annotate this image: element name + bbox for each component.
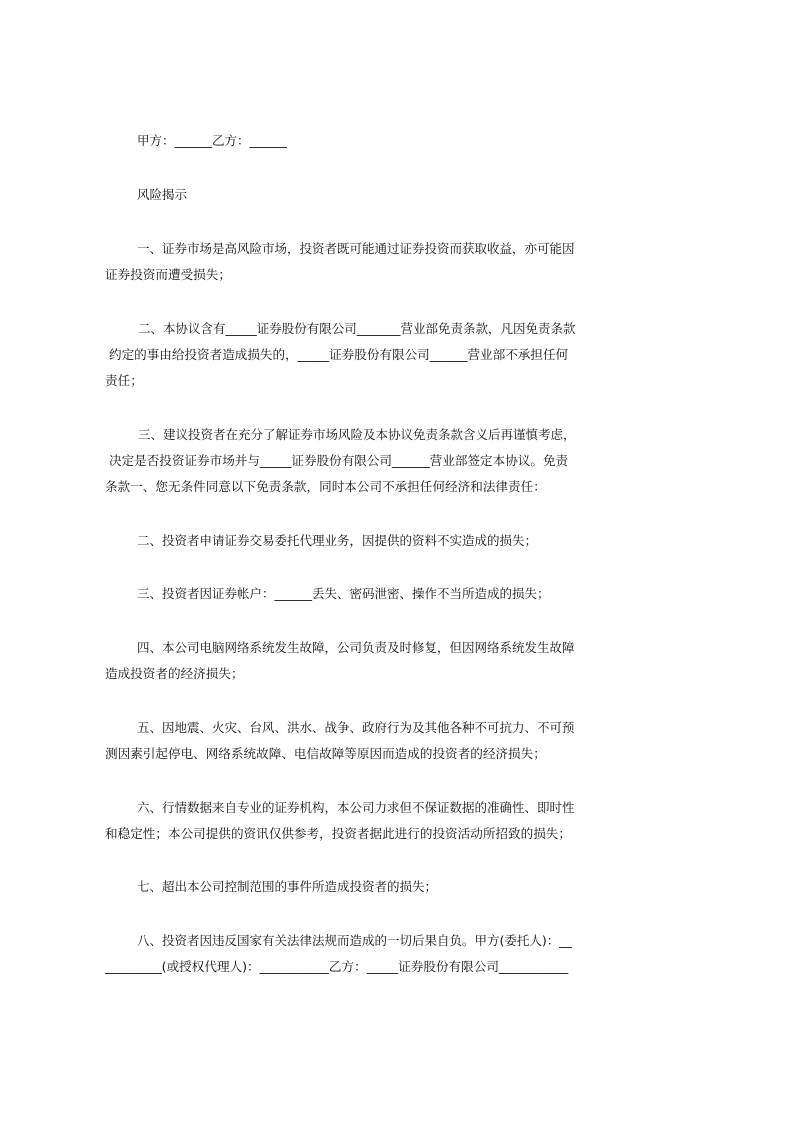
clause-line: 责任；	[105, 373, 143, 388]
clause-line: 条款一、您无条件同意以下免责条款，同时本公司不承担任何经济和法律责任：	[105, 479, 546, 494]
clause-line: 造成投资者的经济损失；	[105, 666, 244, 681]
clause-line: 测因素引起停电、网络系统故障、电信故障等原因而造成的投资者的经济损失；	[105, 746, 546, 761]
clause-line: 四、本公司电脑网络系统发生故障，公司负责及时修复，但因网络系统发生故障	[137, 640, 575, 655]
clause-line: 八、投资者因违反国家有关法律法规而造成的一切后果自负。甲方(委托人)：__	[137, 933, 572, 948]
clause-line: 二、本协议含有_____证券股份有限公司_______营业部免责条款，凡因免责条款	[138, 321, 576, 336]
clause-line: 三、投资者因证券帐户：______丢失、密码泄密、操作不当所造成的损失；	[137, 586, 550, 601]
clause-line: _________(或授权代理人)：___________乙方：_____证券股份有限公司___________	[105, 959, 569, 974]
clause-line: 五、因地震、火灾、台风、洪水、战争、政府行为及其他各种不可抗力、不可预	[137, 720, 575, 735]
clause-line: 七、超出本公司控制范围的事件所造成投资者的损失；	[137, 879, 438, 894]
clause-line: 证券投资而遭受损失；	[105, 267, 231, 282]
clause-line: 三、建议投资者在充分了解证券市场风险及本协议免责条款含义后再谨慎考虑，	[138, 427, 576, 442]
risk-title: 风险揭示	[137, 187, 188, 202]
clause-line: 六、行情数据来自专业的证券机构，本公司力求但不保证数据的准确性、即时性	[137, 800, 575, 815]
clause-line: 二、投资者申请证券交易委托代理业务，因提供的资料不实造成的损失；	[137, 533, 538, 548]
clause-line: 和稳定性；本公司提供的资讯仅供参考，投资者据此进行的投资活动所招致的损失；	[105, 826, 571, 841]
clause-line: 约定的事由给投资者造成损失的，_____证券股份有限公司______营业部不承担任何	[109, 347, 569, 362]
clause-line: 一、证券市场是高风险市场，投资者既可能通过证券投资而获取收益，亦可能因	[137, 241, 575, 256]
party-header: 甲方：______乙方：______	[137, 133, 288, 148]
clause-line: 决定是否投资证券市场并与_____证券股份有限公司______营业部签定本协议。免责	[109, 453, 569, 468]
